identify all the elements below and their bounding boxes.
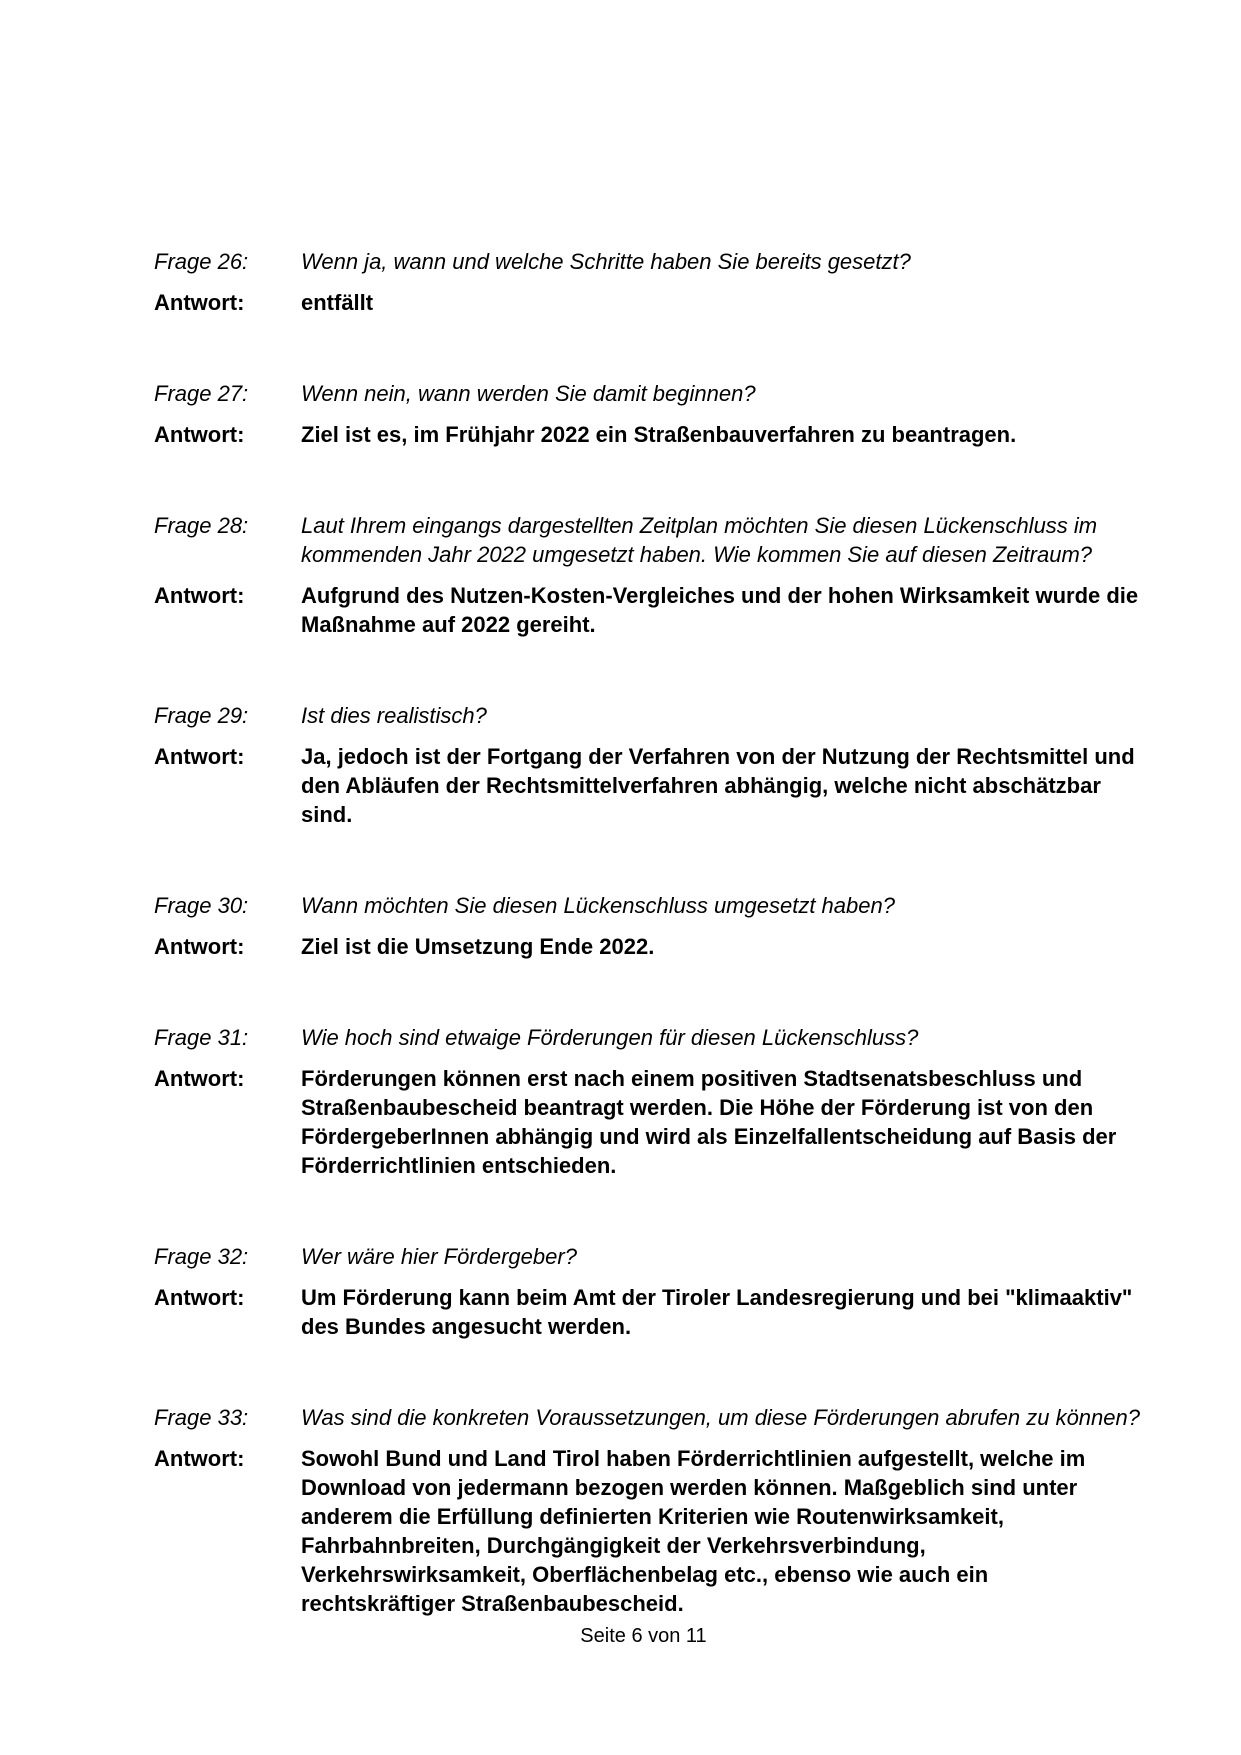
answer-row bbox=[154, 1064, 1144, 1180]
question-text: Wenn nein, wann werden Sie damit beginnen? bbox=[301, 381, 756, 406]
question-row bbox=[154, 891, 1144, 920]
answer-text: Ziel ist die Umsetzung Ende 2022. bbox=[301, 934, 655, 959]
page-number: Seite 6 von 11 bbox=[580, 1625, 707, 1647]
answer-label: Antwort: bbox=[154, 1285, 245, 1310]
answer-row bbox=[154, 1283, 1144, 1341]
qa-item-29 bbox=[154, 701, 1144, 829]
question-label: Frage 26: bbox=[154, 249, 249, 274]
question-row bbox=[154, 701, 1144, 730]
answer-label: Antwort: bbox=[154, 583, 245, 608]
qa-item-32 bbox=[154, 1242, 1144, 1341]
answer-row bbox=[154, 932, 1144, 961]
answer-text: Aufgrund des Nutzen-Kosten-Vergleiches und der hohen Wirksamkeit wurde die Maßnahme auf 2022 gereiht. bbox=[301, 583, 1139, 637]
question-row bbox=[154, 1403, 1144, 1432]
qa-item-28 bbox=[154, 511, 1144, 639]
answer-label: Antwort: bbox=[154, 1066, 245, 1091]
question-label: Frage 30: bbox=[154, 893, 249, 918]
question-text: Wann möchten Sie diesen Lückenschluss umgesetzt haben? bbox=[301, 893, 895, 918]
question-label: Frage 31: bbox=[154, 1025, 249, 1050]
question-label: Frage 27: bbox=[154, 381, 249, 406]
question-row bbox=[154, 511, 1144, 569]
answer-label: Antwort: bbox=[154, 744, 245, 769]
answer-row bbox=[154, 288, 1144, 317]
answer-label: Antwort: bbox=[154, 1446, 245, 1471]
qa-list bbox=[154, 247, 1144, 1680]
qa-item-31 bbox=[154, 1023, 1144, 1180]
answer-text: Sowohl Bund und Land Tirol haben Förderrichtlinien aufgestellt, welche im Download von jedermann bezogen werden können. Maßgeblich sind unter anderem die Erfüllung definierten Kriterien wie Routenwirksamkeit, Fahrbahnbreiten, Durchgängigkeit der Verkehrsverbindung, Verkehrswirksamkeit, Oberflächenbelag etc., ebenso wie auch ein rechtskräftiger Straßenbaubescheid. bbox=[301, 1446, 1086, 1616]
answer-label: Antwort: bbox=[154, 422, 245, 447]
qa-item-26 bbox=[154, 247, 1144, 317]
answer-row bbox=[154, 581, 1144, 639]
answer-row bbox=[154, 420, 1144, 449]
question-label: Frage 33: bbox=[154, 1405, 249, 1430]
qa-item-33 bbox=[154, 1403, 1144, 1618]
answer-text: entfällt bbox=[301, 290, 374, 315]
question-text: Wer wäre hier Fördergeber? bbox=[301, 1244, 577, 1269]
question-label: Frage 28: bbox=[154, 513, 249, 538]
qa-item-30 bbox=[154, 891, 1144, 961]
answer-text: Ziel ist es, im Frühjahr 2022 ein Straßenbauverfahren zu beantragen. bbox=[301, 422, 1017, 447]
qa-item-27 bbox=[154, 379, 1144, 449]
answer-label: Antwort: bbox=[154, 934, 245, 959]
answer-row bbox=[154, 1444, 1144, 1618]
answer-row bbox=[154, 742, 1144, 829]
question-text: Wenn ja, wann und welche Schritte haben Sie bereits gesetzt? bbox=[301, 249, 911, 274]
question-text: Wie hoch sind etwaige Förderungen für diesen Lückenschluss? bbox=[301, 1025, 919, 1050]
question-text: Ist dies realistisch? bbox=[301, 703, 487, 728]
answer-text: Förderungen können erst nach einem positiven Stadtsenatsbeschluss und Straßenbaubescheid beantragt werden. Die Höhe der Förderung ist von den FördergeberInnen abhängig und wird als Einzelfallentscheidung auf Basis der Förderrichtlinien entschieden. bbox=[301, 1066, 1117, 1178]
question-row bbox=[154, 247, 1144, 276]
question-label: Frage 32: bbox=[154, 1244, 249, 1269]
answer-text: Um Förderung kann beim Amt der Tiroler Landesregierung und bei "klimaaktiv" des Bundes angesucht werden. bbox=[301, 1285, 1133, 1339]
question-text: Was sind die konkreten Voraussetzungen, um diese Förderungen abrufen zu können? bbox=[301, 1405, 1140, 1430]
question-row bbox=[154, 1242, 1144, 1271]
question-row bbox=[154, 1023, 1144, 1052]
question-row bbox=[154, 379, 1144, 408]
question-text: Laut Ihrem eingangs dargestellten Zeitplan möchten Sie diesen Lückenschluss im kommenden Jahr 2022 umgesetzt haben. Wie kommen Sie auf diesen Zeitraum? bbox=[301, 513, 1098, 567]
answer-label: Antwort: bbox=[154, 290, 245, 315]
question-label: Frage 29: bbox=[154, 703, 249, 728]
answer-text: Ja, jedoch ist der Fortgang der Verfahren von der Nutzung der Rechtsmittel und den Abläufen der Rechtsmittelverfahren abhängig, welche nicht abschätzbar sind. bbox=[301, 744, 1135, 827]
